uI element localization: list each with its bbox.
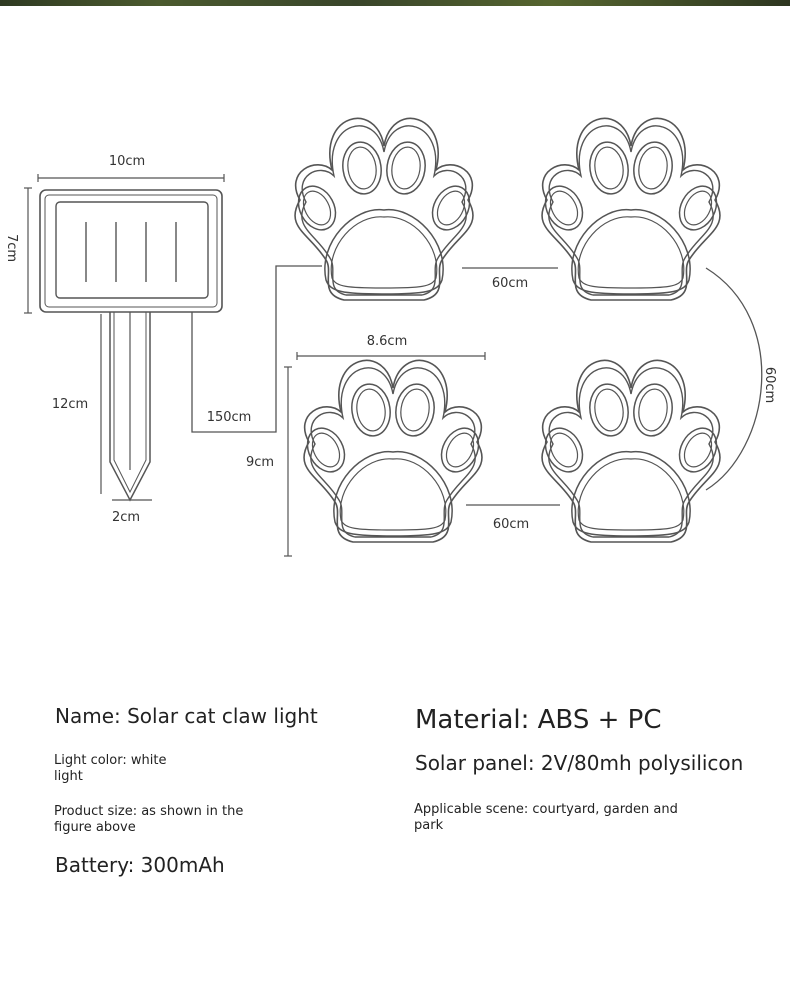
panel-width-label: 10cm [108, 154, 146, 169]
solar-panel [40, 190, 222, 312]
paw-height-label: 9cm [245, 455, 275, 470]
ground-stake [110, 312, 150, 500]
spec-name: Name: Solar cat claw light [55, 704, 318, 728]
lead-cable-label: 150cm [206, 410, 252, 425]
spec-solar-panel: Solar panel: 2V/80mh polysilicon [415, 751, 744, 775]
cables [192, 266, 762, 505]
spec-applicable-scene: Applicable scene: courtyard, garden and park [414, 802, 678, 833]
spec-product-size: Product size: as shown in the figure above [54, 804, 244, 835]
stake-length-label: 12cm [51, 397, 89, 412]
spec-battery: Battery: 300mAh [55, 853, 225, 877]
paw-light-bottom-right [538, 360, 724, 542]
paw-light-top-left [291, 118, 477, 300]
spacing-right-label: 60cm [762, 366, 777, 404]
panel-height-label: 7cm [4, 233, 19, 263]
dimension-lines [24, 174, 485, 556]
paw-width-label: 8.6cm [366, 334, 408, 349]
spec-light-color: Light color: white light [54, 753, 167, 784]
spacing-bottom-label: 60cm [492, 517, 530, 532]
paw-light-top-right [538, 118, 724, 300]
spacing-top-label: 60cm [491, 276, 529, 291]
paw-light-bottom-left [300, 360, 486, 542]
stake-width-label: 2cm [111, 510, 141, 525]
spec-material: Material: ABS + PC [415, 705, 662, 735]
